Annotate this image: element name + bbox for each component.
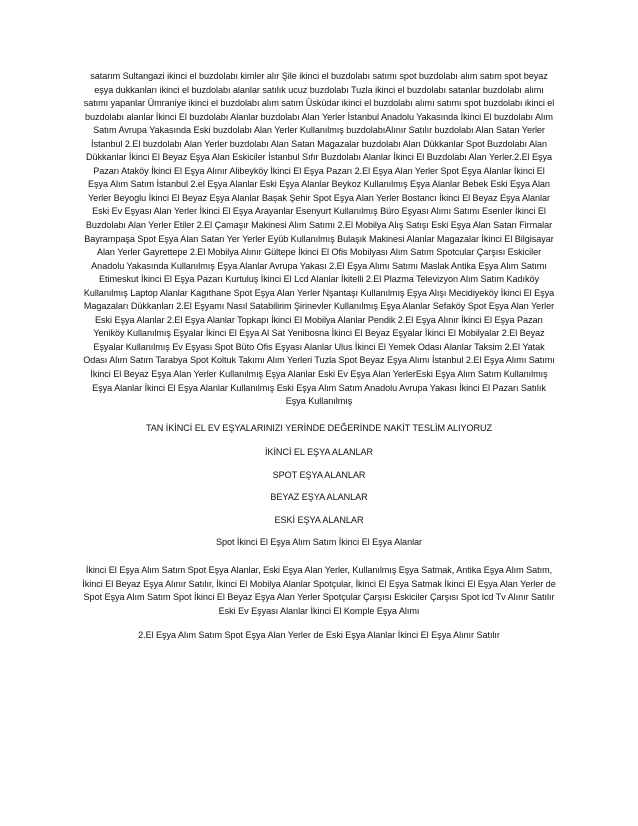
list-paragraph: İkinci El Eşya Alım Satım Spot Eşya Alanlar, Eski Eşya Alan Yerler, Kullanılmış Eşya Satmak, Antika Eşya Alım Satım, İkinci El Beyaz Eşya Alınır Satılır, İkinci El Mobilya Alanlar Spotçular, İkinci El Eşya Satmak İkinci El Eşya Alan Yerler de Spot Eşya Alım Satım Spot İkinci El Beyaz Eşya Alan Yerler Spotçular Çarşısı Eskiciler Çarşısı Spot lcd Tv Alınır Satılır Eski Ev Eşyası Alanlar İkinci El Komple Eşya Alımı xyxy=(82,564,556,616)
item-beyaz-esya: BEYAZ EŞYA ALANLAR xyxy=(270,492,368,503)
subheading-paragraph: Spot İkinci El Eşya Alım Satım İkinci El Eşya Alanlar xyxy=(215,537,423,548)
item-eski-esya: ESKİ EŞYA ALANLAR xyxy=(274,514,364,525)
document-page xyxy=(82,70,556,643)
heading-paragraph: TAN İKİNCİ EL EV EŞYALARINIZI YERİNDE DEĞERİNDE NAKİT TESLİM ALIYORUZ xyxy=(145,422,493,433)
main-paragraph: satarım Sultangazi ikinci el buzdolabı kimler alır Şile ikinci el buzdolabı satımı spot buzdolabı alım satım spot beyaz eşya dukkanları ikinci el buzdolabı alanlar satılık ucuz buzdolabı Tuzla ikinci el buzdolabı satanlar buzdolabı alımı satımı yapanlar Ümraniye ikinci el buzdolabı alım satım Üsküdar ikinci el buzdolabı alımı satımı spot buzdolabı ikinci el buzdolabı alanlar İkinci El buzdolabı Alanlar buzdolabı Alan Yerler İstanbul Anadolu Yakasında İkinci El buzdolabı Alım Satım Avrupa Yakasında Eski buzdolabı Alan Yerler Kullanılmış buzdolabıAlınır Satılır buzdolabı Alan Satan Yerler İstanbul 2.El buzdolabı Alan Yerler buzdolabı Alan Satan Magazalar buzdolabı Alan Dükkanlar Spot Buzdolabı Alan Dükkanlar İkinci El Beyaz Eşya Alan Eskiciler İstanbul Sıfır Buzdolabı Alanlar İkinci El Buzdolabı Alan Yerler.2.El Eşya Pazarı Ataköy İkinci El Eşya Alınır Alibeyköy İkinci El Eşya Pazarı 2.El Eşya Alan Yerler Spot Eşya Alanlar İkinci El Eşya Alım Satım İstanbul 2.el Eşya Alanlar Eski Eşya Alanlar Beykoz Kullanılmış Eşya Alanlar Bebek Eski Eşya Alan Yerler Beyoglu İkinci El Beyaz Eşya Alanlar Başak Şehir Spot Eşya Alan Yerler Bostancı İkinci El Beyaz Eşya Alanlar Eski Ev Eşyası Alan Yerler İkinci El Eşya Arayanlar Esenyurt Kullanılmış Büro Eşyası Alımı Satımı Esenler İkinci El Buzdolabı Alan Yerler Etiler 2.El Çamaşır Makinesi Alım Satımı 2.El Mobilya Alış Satışı Eski Eşya Alan Satan Firmalar Bayrampaşa Spot Eşya Alan Satan Yer Yerler Eyüb Kullanılmış Bulaşık Makinesi Alanlar Magazalar İkinci El Bilgisayar Alan Yerler Gayrettepe 2.El Mobilya Alınır Gültepe İkinci El Ofis Mobilyası Alım Satım Spotcular Çarşısı Eskiciler Anadolu Yakasında Kullanılmış Eşya Alanlar Avrupa Yakası 2.El Eşya Alımı Satımı Maslak Antika Eşya Alım Satımı Etimeskut İkinci El Eşya Pazarı Kurtuluş İkinci El Lcd Alanlar İkitelli 2.El Plazma Televizyon Alım Satım Kadıköy Kullanılmış Laptop Alanlar Kagıthane Spot Eşya Alan Yerler Nşantaşı Kullanılmış Eşya Alışı Mecidiyeköy İkinci El Eşya Magazaları Dükkanları 2.El Eşyamı Nasıl Satabilirim Şirinevler Kullanılmış Eşya Alanlar Sefaköy Spot Eşya Alan Yerler Eski Eşya Alanlar 2.El Eşya Alanlar Topkapı İkinci El Mobilya Alanlar Pendik 2.El Eşya Alınır İkinci El Eşya Pazarı Yeniköy Kullanılmış Eşyalar İkinci El Eşya Al Sat Yenibosna İkinci El Beyaz Eşyalar İkinci El Mobilyalar 2.El Beyaz Eşyalar Kullanılmış Ev Eşyası Spot Büto Ofis Eşyası Alanlar Ulus İkinci El Yemek Odası Alanlar Taksim 2.El Yatak Odası Alım Satım Tarabya Spot Koltuk Takımı Alım Yerleri Tuzla Spot Beyaz Eşya Alımı İstanbul 2.El Eşya Alımı Satımı İkinci El Beyaz Eşya Alan Yerler Kullanılmış Eşya Alanlar Eski Ev Eşya Alan YerlerEski Eşya Alım Satım Kullanılmış Eşya Alanlar İkinci El Eşya Alanlar Kullanılmış Eski Eşya Alım Satım Anadolu Avrupa Yakası İkinci El Pazarı Satılık Eşya Kullanılmış xyxy=(83,71,555,407)
item-ikinci-el: İKİNCİ EL EŞYA ALANLAR xyxy=(264,447,374,458)
item-spot-esya: SPOT EŞYA ALANLAR xyxy=(272,469,366,480)
last-line-paragraph: 2.El Eşya Alım Satım Spot Eşya Alan Yerler de Eski Eşya Alanlar İkinci El Eşya Alınır Satılır xyxy=(138,630,500,641)
